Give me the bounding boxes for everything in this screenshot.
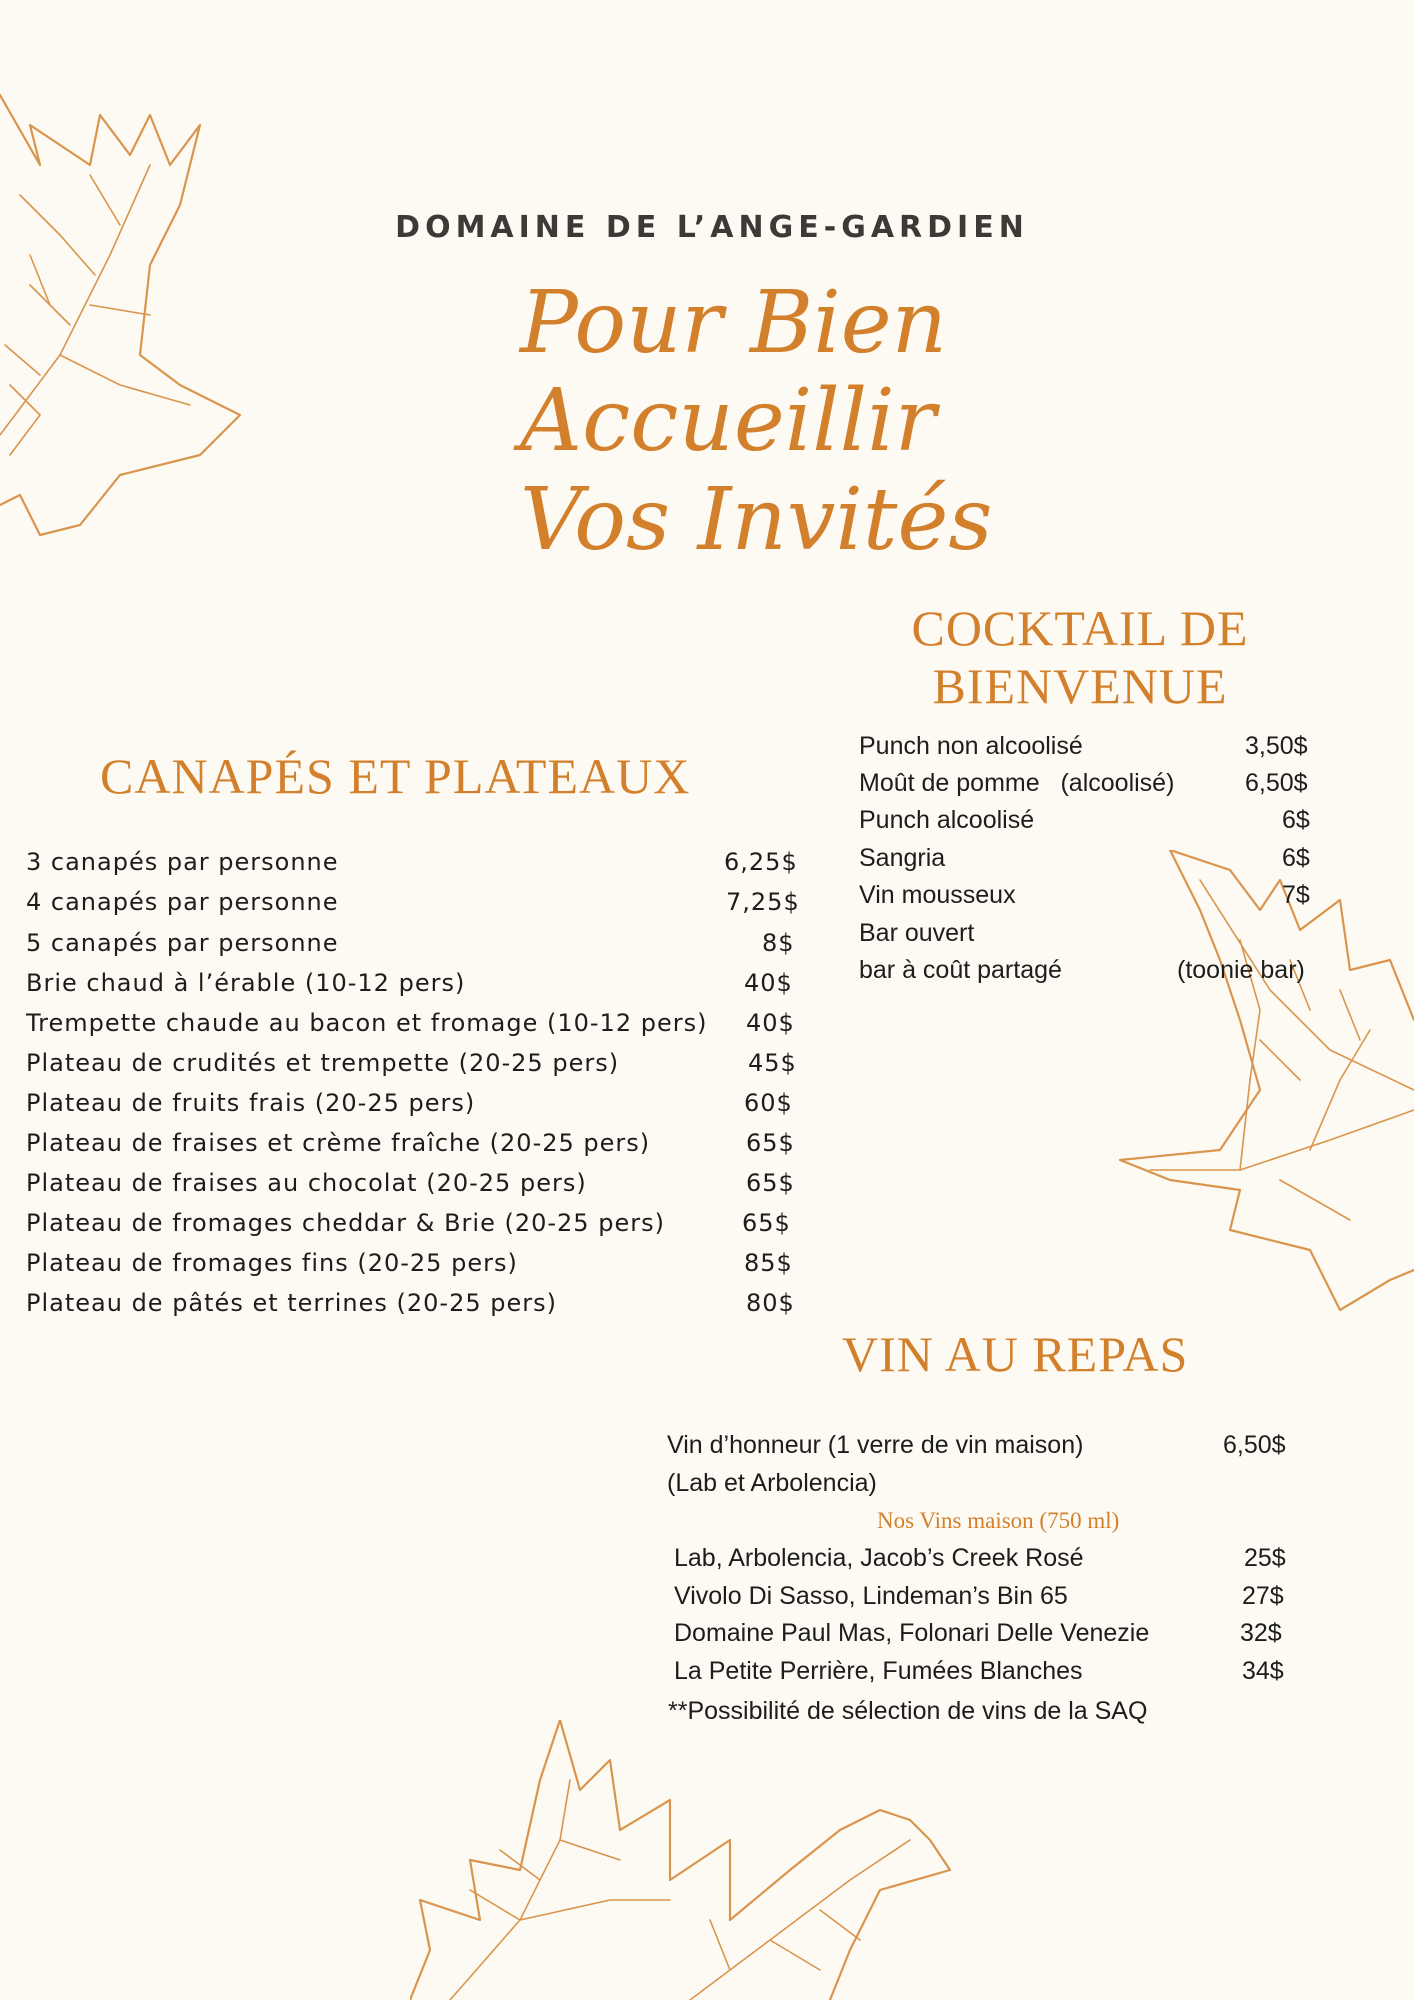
item-price: 34$	[1242, 1657, 1284, 1685]
item-price: 40$	[744, 969, 793, 997]
item-price: 7,25$	[726, 888, 800, 916]
canapes-heading: CANAPÉS ET PLATEAUX	[100, 748, 691, 804]
item-label: bar à coût partagé	[859, 956, 1062, 984]
item-price: (toonie bar)	[1177, 956, 1305, 984]
vin-subheading: Nos Vins maison (750 ml)	[877, 1508, 1120, 1533]
item-label: Vivolo Di Sasso, Lindeman’s Bin 65	[674, 1582, 1068, 1610]
item-label: Plateau de pâtés et terrines (20-25 pers)	[26, 1289, 557, 1317]
item-label: Plateau de fraises et crème fraîche (20-25 pers)	[26, 1129, 651, 1157]
item-price: 6,25$	[724, 848, 798, 876]
item-label: Plateau de fromages fins (20-25 pers)	[26, 1249, 518, 1277]
item-label: Sangria	[859, 844, 946, 872]
vin-heading: VIN AU REPAS	[842, 1326, 1189, 1382]
item-price: 85$	[744, 1249, 793, 1277]
item-label: 5 canapés par personne	[26, 929, 339, 957]
maple-leaf-icon	[1110, 850, 1414, 1350]
vin-footnote: **Possibilité de sélection de vins de la SAQ	[668, 1697, 1148, 1725]
item-label: Trempette chaude au bacon et fromage (10-12 pers)	[26, 1009, 708, 1037]
item-label: Bar ouvert	[859, 919, 975, 947]
item-label: Domaine Paul Mas, Folonari Delle Venezie	[674, 1619, 1150, 1647]
item-price: 27$	[1242, 1582, 1284, 1610]
item-price: 3,50$	[1245, 732, 1308, 760]
item-label: La Petite Perrière, Fumées Blanches	[674, 1657, 1083, 1685]
item-price: 65$	[746, 1129, 795, 1157]
item-price: 25$	[1244, 1544, 1286, 1572]
item-price: 6,50$	[1223, 1431, 1286, 1459]
item-label: Vin d’honneur (1 verre de vin maison)	[667, 1431, 1084, 1459]
item-price: 60$	[744, 1089, 793, 1117]
maple-leaf-icon	[0, 55, 260, 555]
item-label: Plateau de fraises au chocolat (20-25 pers)	[26, 1169, 587, 1197]
item-label: Lab, Arbolencia, Jacob’s Creek Rosé	[674, 1544, 1084, 1572]
item-label: Punch non alcoolisé	[859, 732, 1083, 760]
item-label: Vin mousseux	[859, 881, 1016, 909]
item-label: Moût de pomme (alcoolisé)	[859, 769, 1175, 797]
item-label: Brie chaud à l’érable (10-12 pers)	[26, 969, 466, 997]
item-price: 6$	[1282, 844, 1310, 872]
page-title-line: Pour Bien	[520, 273, 947, 373]
page-title-line: Accueillir	[520, 371, 936, 471]
item-price: 45$	[748, 1049, 797, 1077]
item-price: 80$	[746, 1289, 795, 1317]
item-label: 4 canapés par personne	[26, 888, 339, 916]
item-note: (Lab et Arbolencia)	[667, 1469, 877, 1497]
item-price: 8$	[762, 929, 795, 957]
brand-name: DOMAINE DE L’ANGE-GARDIEN	[395, 210, 1029, 245]
item-label: Plateau de fruits frais (20-25 pers)	[26, 1089, 476, 1117]
item-label: 3 canapés par personne	[26, 848, 339, 876]
item-label: Punch alcoolisé	[859, 806, 1035, 834]
item-price: 6$	[1282, 806, 1310, 834]
item-label: Plateau de fromages cheddar & Brie (20-25 pers)	[26, 1209, 665, 1237]
cocktail-heading-line: BIENVENUE	[932, 657, 1228, 714]
item-price: 32$	[1240, 1619, 1282, 1647]
item-price: 6,50$	[1245, 769, 1308, 797]
cocktail-heading-line: COCKTAIL DE	[911, 600, 1249, 656]
cocktail-heading	[880, 600, 1280, 715]
item-price: 7$	[1282, 881, 1310, 909]
item-price: 65$	[742, 1209, 791, 1237]
item-price: 40$	[746, 1009, 795, 1037]
item-price: 65$	[746, 1169, 795, 1197]
page-title-line: Vos Invités	[520, 470, 993, 570]
maple-leaf-icon	[410, 1720, 970, 2000]
item-label: Plateau de crudités et trempette (20-25 pers)	[26, 1049, 620, 1077]
